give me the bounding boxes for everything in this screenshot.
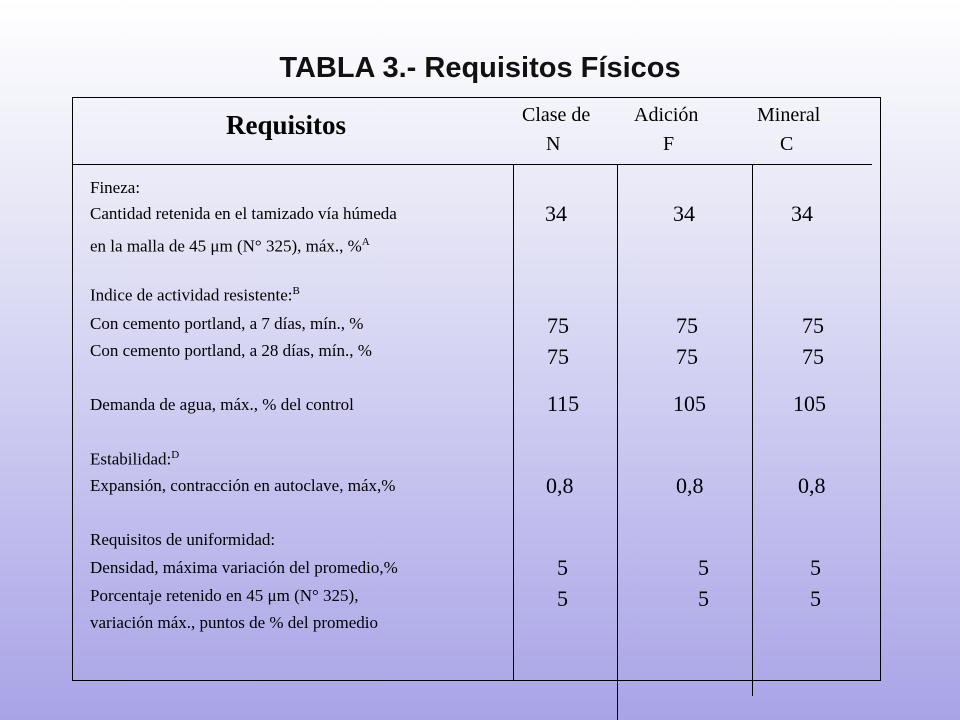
fineza-value-n: 34: [545, 201, 567, 226]
header-col-f: F: [663, 133, 675, 155]
densidad: Densidad, máxima variación del promedio,%: [90, 558, 398, 577]
act7-value-f: 75: [676, 313, 698, 338]
header-col-n: N: [546, 133, 561, 155]
uniformidad-heading: Requisitos de uniformidad:: [90, 530, 276, 549]
requisitos-header: Requisitos: [226, 110, 347, 140]
column-divider-fc: [752, 164, 753, 696]
porcentaje-value-n: 5: [557, 586, 568, 611]
header-clase-de: Clase de: [522, 104, 591, 126]
porcentaje-value-c: 5: [810, 586, 821, 611]
actividad-7-dias: Con cemento portland, a 7 días, mín., %: [90, 314, 364, 333]
act28-value-f: 75: [676, 344, 698, 369]
demanda-value-n: 115: [547, 391, 580, 416]
header-mineral: Mineral: [757, 104, 821, 126]
header-col-c: C: [780, 133, 794, 155]
expansion-value-c: 0,8: [798, 473, 826, 498]
densidad-value-n: 5: [557, 555, 568, 580]
column-divider-req: [513, 164, 514, 680]
expansion-value-f: 0,8: [676, 473, 704, 498]
porcentaje-value-f: 5: [698, 586, 709, 611]
fineza-value-f: 34: [673, 201, 695, 226]
column-divider-nf: [617, 164, 618, 720]
act28-value-n: 75: [547, 344, 569, 369]
expansion-value-n: 0,8: [546, 473, 574, 498]
fineza-value-c: 34: [791, 201, 813, 226]
fineza-line1: Cantidad retenida en el tamizado vía húmeda: [90, 204, 397, 223]
estabilidad-heading: Estabilidad:$^D$: [90, 449, 180, 469]
expansion: Expansión, contracción en autoclave, máx,%: [90, 476, 396, 495]
actividad-footnote: B: [292, 285, 300, 297]
table-title: TABLA 3.- Requisitos Físicos: [279, 52, 681, 84]
fineza-footnote: A: [361, 236, 370, 248]
fineza-line2: en la malla de 45 μm (N° 325), máx., %$^A$: [90, 236, 370, 256]
table-top-border: [72, 97, 881, 98]
demanda-value-c: 105: [793, 391, 826, 416]
estabilidad-footnote: D: [171, 449, 180, 461]
demanda-value-f: 105: [673, 391, 706, 416]
densidad-value-f: 5: [698, 555, 709, 580]
table-bottom-border: [72, 680, 881, 681]
table-left-border: [72, 97, 73, 680]
porcentaje-line2: variación máx., puntos de % del promedio: [90, 613, 378, 632]
densidad-value-c: 5: [810, 555, 821, 580]
fineza-heading: Fineza:: [90, 178, 141, 197]
actividad-heading: Indice de actividad resistente:$^B$: [90, 285, 300, 305]
demanda-agua: Demanda de agua, máx., % del control: [90, 395, 354, 414]
actividad-28-dias: Con cemento portland, a 28 días, mín., %: [90, 341, 372, 360]
header-adicion: Adición: [634, 104, 699, 126]
act7-value-c: 75: [802, 313, 824, 338]
act7-value-n: 75: [547, 313, 569, 338]
act28-value-c: 75: [802, 344, 824, 369]
table-right-border: [880, 97, 881, 680]
porcentaje-line1: Porcentaje retenido en 45 μm (N° 325),: [90, 586, 359, 605]
